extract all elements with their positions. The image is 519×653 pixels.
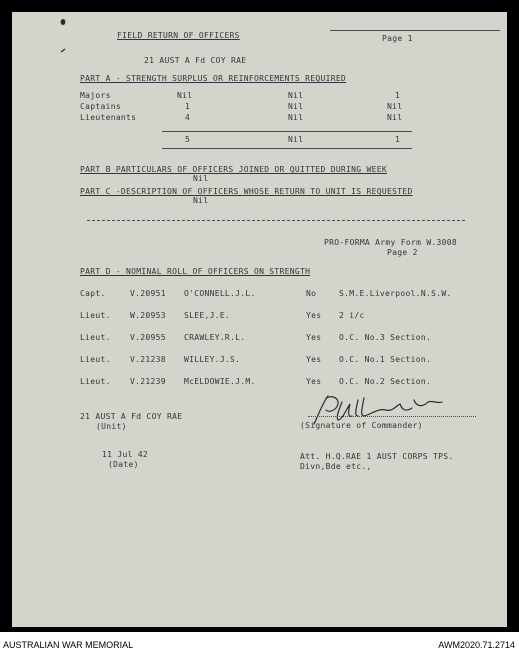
roll-number: W.20953 [130, 311, 166, 320]
roll-rank: Lieut. [80, 311, 111, 320]
roll-rank: Lieut. [80, 377, 111, 386]
part-b-value: Nil [193, 174, 209, 183]
roll-name: SLEE,J.E. [184, 311, 231, 320]
document-page [12, 12, 507, 627]
scan-marks [58, 18, 70, 58]
signature-label: (Signature of Commander) [300, 421, 423, 430]
date-label: (Date) [108, 460, 139, 469]
signature-line [308, 416, 476, 417]
page-number-2: Page 2 [387, 248, 418, 257]
footer-accession: AWM2020.71.2714 [438, 640, 515, 650]
roll-rank: Lieut. [80, 355, 111, 364]
part-a-cell: 4 [185, 113, 191, 122]
footer-institution: AUSTRALIAN WAR MEMORIAL [3, 640, 134, 650]
part-a-cell: Nil [387, 102, 403, 111]
part-c-heading: PART C -DESCRIPTION OF OFFICERS WHOSE RETURN TO UNIT IS REQUESTED [80, 187, 413, 196]
proforma-label: PRO-FORMA Army Form W.3008 [324, 238, 458, 247]
part-d-heading: PART D - NOMINAL ROLL OF OFFICERS ON STRENGTH [80, 267, 311, 276]
roll-number: V.21238 [130, 355, 166, 364]
part-a-rank: Captains [80, 102, 121, 111]
attached-line-1: Att. H.Q.RAE 1 AUST CORPS TPS. [300, 452, 454, 461]
roll-number: V.20955 [130, 333, 166, 342]
roll-name: CRAWLEY.R.L. [184, 333, 246, 342]
unit-heading: 21 AUST A Fd COY RAE [144, 56, 247, 65]
part-a-total: 5 [185, 135, 191, 144]
part-a-cell: 1 [395, 91, 401, 100]
totals-top-rule [162, 131, 412, 132]
part-a-cell: Nil [288, 102, 304, 111]
roll-flag: Yes [306, 377, 322, 386]
unit-line: 21 AUST A Fd COY RAE [80, 412, 183, 421]
unit-label: (Unit) [96, 422, 127, 431]
part-a-heading: PART A - STRENGTH SURPLUS OR REINFORCEMENTS REQUIRED [80, 74, 347, 83]
part-a-total: Nil [288, 135, 304, 144]
roll-remark: S.M.E.Liverpool.N.S.W. [339, 289, 452, 298]
roll-name: WILLEY.J.S. [184, 355, 241, 364]
roll-flag: No [306, 289, 317, 298]
roll-remark: O.C. No.1 Section. [339, 355, 432, 364]
totals-bottom-rule [162, 148, 412, 149]
section-divider [87, 220, 465, 221]
part-a-cell: Nil [288, 113, 304, 122]
part-a-rank: Majors [80, 91, 111, 100]
archive-footer [0, 632, 519, 653]
roll-rank: Lieut. [80, 333, 111, 342]
roll-flag: Yes [306, 333, 322, 342]
roll-flag: Yes [306, 311, 322, 320]
form-title: FIELD RETURN OF OFFICERS [117, 31, 240, 40]
roll-remark: O.C. No.3 Section. [339, 333, 432, 342]
header-rule [330, 30, 500, 31]
roll-flag: Yes [306, 355, 322, 364]
roll-number: V.21239 [130, 377, 166, 386]
roll-rank: Capt. [80, 289, 106, 298]
part-a-cell: Nil [387, 113, 403, 122]
part-c-value: Nil [193, 196, 209, 205]
roll-number: V.20951 [130, 289, 166, 298]
part-a-cell: Nil [288, 91, 304, 100]
roll-name: McELDOWIE.J.M. [184, 377, 256, 386]
attached-line-2: Divn,Bde etc., [300, 462, 372, 471]
part-a-cell: Nil [177, 91, 193, 100]
date-value: 11 Jul 42 [102, 450, 149, 459]
page-number-1: Page 1 [382, 34, 413, 43]
roll-name: O'CONNELL.J.L. [184, 289, 256, 298]
part-a-cell: 1 [185, 102, 191, 111]
roll-remark: O.C. No.2 Section. [339, 377, 432, 386]
part-a-rank: Lieutenants [80, 113, 137, 122]
roll-remark: 2 i/c [339, 311, 365, 320]
part-b-heading: PART B PARTICULARS OF OFFICERS JOINED OR QUITTED DURING WEEK [80, 165, 387, 174]
part-a-total: 1 [395, 135, 401, 144]
